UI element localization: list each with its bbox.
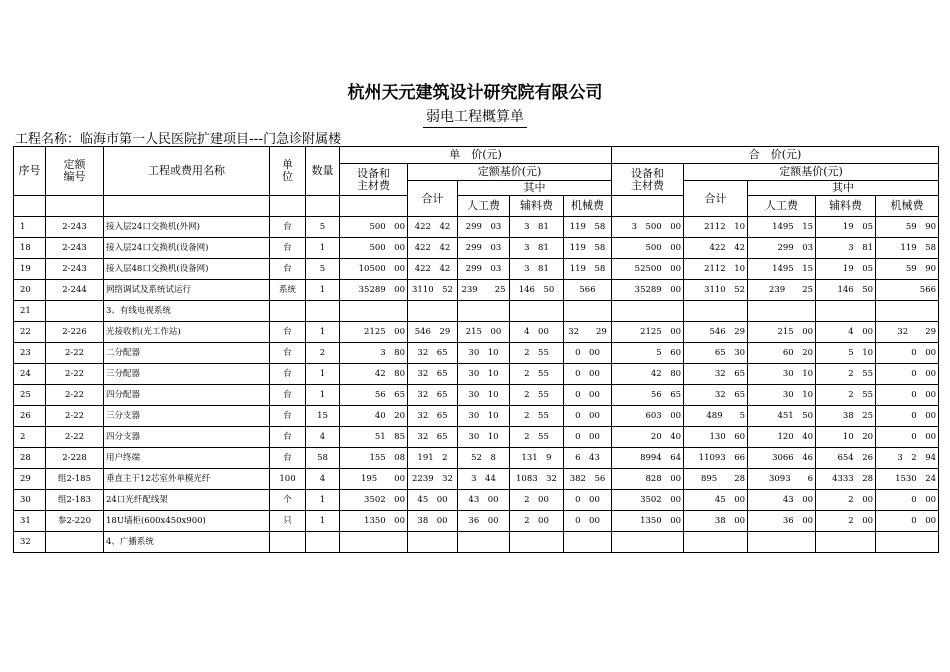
cell-total-machine: 0 00 — [876, 490, 939, 511]
header-t-subtotal: 合计 — [684, 181, 748, 217]
cell-total-aux: 4 00 — [816, 322, 876, 343]
cell-code: 2-22 — [46, 406, 104, 427]
cell-unit-equip: 500 00 — [340, 238, 408, 259]
cell-name: 网络调试及系统试运行 — [104, 280, 270, 301]
cell-unit-machine: 32 29 — [564, 322, 612, 343]
table-row — [14, 469, 939, 490]
cell-total-subtotal: 38 00 — [684, 511, 748, 532]
table-row — [14, 322, 939, 343]
company-title: 杭州天元建筑设计研究院有限公司 — [347, 83, 603, 103]
cell-total-labor: 120 40 — [748, 427, 816, 448]
cell-seq: 1 — [14, 217, 46, 238]
cell-unit-equip: 3502 00 — [340, 490, 408, 511]
cell-qty: 2 — [306, 343, 340, 364]
cell-unit-equip: 1350 00 — [340, 511, 408, 532]
cell-unit — [270, 301, 306, 322]
cell-unit: 台 — [270, 259, 306, 280]
cell-unit-labor: 43 00 — [458, 490, 510, 511]
cell-total-subtotal: 65 30 — [684, 343, 748, 364]
cell-unit-subtotal: 32 65 — [408, 343, 458, 364]
sheet-title — [0, 106, 950, 126]
cell-unit-machine: 0 00 — [564, 490, 612, 511]
cell-unit-subtotal: 38 00 — [408, 511, 458, 532]
cell-unit-machine: 6 43 — [564, 448, 612, 469]
cell-qty — [306, 301, 340, 322]
cell-total-aux — [816, 532, 876, 553]
cell-total-subtotal: 2112 10 — [684, 217, 748, 238]
cell-unit-labor: 52 8 — [458, 448, 510, 469]
sheet-title-text: 弱电工程概算单 — [423, 109, 527, 128]
cell-code: 参2-220 — [46, 511, 104, 532]
header-t-equip: 设备和 主材费 — [612, 164, 684, 196]
cell-unit-subtotal — [408, 532, 458, 553]
cell-total-subtotal: 546 29 — [684, 322, 748, 343]
header-u-among: 其中 — [458, 181, 612, 196]
cell-unit-machine: 0 00 — [564, 343, 612, 364]
section-row — [14, 532, 939, 553]
cell-total-labor: 36 00 — [748, 511, 816, 532]
cell-unit-equip — [340, 301, 408, 322]
cell-unit-equip: 500 00 — [340, 217, 408, 238]
cell-name: 接入层24口交换机(外网) — [104, 217, 270, 238]
cell-name: 接入层24口交换机(设备网) — [104, 238, 270, 259]
header-seq: 序号 — [14, 147, 46, 196]
cell-code: 2-243 — [46, 217, 104, 238]
cell-total-equip — [612, 532, 684, 553]
table-row — [14, 238, 939, 259]
cell-unit-machine: 0 00 — [564, 511, 612, 532]
header-qty-cont — [306, 196, 340, 217]
cell-unit: 个 — [270, 490, 306, 511]
cell-total-aux: 2 00 — [816, 511, 876, 532]
cell-seq: 18 — [14, 238, 46, 259]
cell-seq: 23 — [14, 343, 46, 364]
cell-total-machine: 0 00 — [876, 343, 939, 364]
cell-unit-subtotal: 3110 52 — [408, 280, 458, 301]
cell-total-equip: 56 65 — [612, 385, 684, 406]
cell-total-labor: 30 10 — [748, 385, 816, 406]
cell-unit: 台 — [270, 448, 306, 469]
header-t-equip-cont — [612, 196, 684, 217]
cell-unit: 台 — [270, 343, 306, 364]
cell-name: 24口光纤配线架 — [104, 490, 270, 511]
cell-total-machine: 566 — [876, 280, 939, 301]
cell-unit-equip: 2125 00 — [340, 322, 408, 343]
cell-total-machine: 32 29 — [876, 322, 939, 343]
cell-unit: 只 — [270, 511, 306, 532]
cell-unit-subtotal: 546 29 — [408, 322, 458, 343]
cell-name: 18U墙柜(600x450x900) — [104, 511, 270, 532]
cell-unit-aux: 2 55 — [510, 343, 564, 364]
cell-total-labor: 239 25 — [748, 280, 816, 301]
cell-name: 用户终端 — [104, 448, 270, 469]
cell-unit: 台 — [270, 406, 306, 427]
cell-unit-labor: 215 00 — [458, 322, 510, 343]
cell-unit-subtotal: 2239 32 — [408, 469, 458, 490]
cell-unit-equip: 195 00 — [340, 469, 408, 490]
cell-unit-labor: 36 00 — [458, 511, 510, 532]
cell-unit: 台 — [270, 364, 306, 385]
cell-unit-aux: 3 81 — [510, 238, 564, 259]
header-unit: 单 位 — [270, 147, 306, 196]
header-item-name: 工程或费用名称 — [104, 147, 270, 196]
cell-unit-labor: 239 25 — [458, 280, 510, 301]
cell-total-machine: 0 00 — [876, 406, 939, 427]
cell-unit-subtotal: 422 42 — [408, 238, 458, 259]
cell-name: 三分支器 — [104, 406, 270, 427]
cell-seq: 29 — [14, 469, 46, 490]
cell-qty: 15 — [306, 406, 340, 427]
cell-total-labor: 3066 46 — [748, 448, 816, 469]
cell-unit-labor: 30 10 — [458, 364, 510, 385]
cell-unit-equip: 51 85 — [340, 427, 408, 448]
cell-name: 四分配器 — [104, 385, 270, 406]
cell-total-equip: 828 00 — [612, 469, 684, 490]
table-row — [14, 511, 939, 532]
cell-unit-subtotal: 32 65 — [408, 427, 458, 448]
cell-total-equip: 35289 00 — [612, 280, 684, 301]
header-seq-cont — [14, 196, 46, 217]
cell-code: 2-243 — [46, 259, 104, 280]
cell-total-equip: 42 80 — [612, 364, 684, 385]
header-t-aux: 辅料费 — [816, 196, 876, 217]
cell-total-subtotal: 45 00 — [684, 490, 748, 511]
header-u-subtotal: 合计 — [408, 181, 458, 217]
cell-unit-machine: 566 — [564, 280, 612, 301]
cell-unit — [270, 532, 306, 553]
cell-name: 三分配器 — [104, 364, 270, 385]
cell-total-machine: 0 00 — [876, 364, 939, 385]
cell-total-labor: 1495 15 — [748, 259, 816, 280]
cell-unit-aux: 2 55 — [510, 427, 564, 448]
cell-total-aux: 2 55 — [816, 364, 876, 385]
cell-total-machine: 59 90 — [876, 217, 939, 238]
cell-code — [46, 532, 104, 553]
cell-seq: 32 — [14, 532, 46, 553]
cell-qty: 5 — [306, 259, 340, 280]
cell-name: 垂直主干12芯室外单模光纤 — [104, 469, 270, 490]
cell-code: 2-22 — [46, 385, 104, 406]
cell-unit-machine: 119 58 — [564, 238, 612, 259]
cell-total-subtotal: 3110 52 — [684, 280, 748, 301]
cell-name: 4、广播系统 — [104, 532, 270, 553]
cell-total-equip: 20 40 — [612, 427, 684, 448]
header-name-cont — [104, 196, 270, 217]
cell-qty: 1 — [306, 511, 340, 532]
table-row — [14, 343, 939, 364]
header-quota-cont — [46, 196, 104, 217]
cell-unit-labor: 30 10 — [458, 343, 510, 364]
header-quota-no: 定额 编号 — [46, 147, 104, 196]
cell-unit-aux: 2 55 — [510, 406, 564, 427]
cell-unit-subtotal: 32 65 — [408, 385, 458, 406]
cell-unit-machine: 119 58 — [564, 259, 612, 280]
cell-unit-labor — [458, 532, 510, 553]
cell-unit-subtotal — [408, 301, 458, 322]
table-row — [14, 427, 939, 448]
cell-total-equip: 603 00 — [612, 406, 684, 427]
cell-total-equip: 500 00 — [612, 238, 684, 259]
estimate-table — [13, 146, 939, 553]
cell-total-equip: 2125 00 — [612, 322, 684, 343]
cell-code — [46, 301, 104, 322]
header-row-4 — [14, 196, 939, 217]
cell-total-equip: 3502 00 — [612, 490, 684, 511]
cell-unit: 台 — [270, 217, 306, 238]
cell-total-labor: 299 03 — [748, 238, 816, 259]
cell-qty: 5 — [306, 217, 340, 238]
header-u-aux: 辅料费 — [510, 196, 564, 217]
cell-total-equip: 1350 00 — [612, 511, 684, 532]
cell-unit-machine: 0 00 — [564, 406, 612, 427]
cell-unit: 100 — [270, 469, 306, 490]
cell-unit-labor: 299 03 — [458, 238, 510, 259]
cell-total-subtotal: 422 42 — [684, 238, 748, 259]
header-unit-price: 单 价(元) — [340, 147, 612, 164]
cell-unit-aux: 2 55 — [510, 385, 564, 406]
cell-total-labor: 451 50 — [748, 406, 816, 427]
cell-total-machine: 0 00 — [876, 385, 939, 406]
cell-seq: 31 — [14, 511, 46, 532]
section-row — [14, 301, 939, 322]
cell-unit-subtotal: 32 65 — [408, 406, 458, 427]
header-unit-cont — [270, 196, 306, 217]
cell-unit-subtotal: 45 00 — [408, 490, 458, 511]
cell-seq: 19 — [14, 259, 46, 280]
cell-unit-labor: 30 10 — [458, 427, 510, 448]
cell-code: 2-228 — [46, 448, 104, 469]
cell-total-labor — [748, 301, 816, 322]
cell-unit-equip: 40 20 — [340, 406, 408, 427]
cell-total-aux: 654 26 — [816, 448, 876, 469]
cell-unit-aux: 4 00 — [510, 322, 564, 343]
cell-qty: 4 — [306, 469, 340, 490]
table-row — [14, 448, 939, 469]
cell-unit-machine: 0 00 — [564, 385, 612, 406]
cell-code: 2-22 — [46, 364, 104, 385]
table-row — [14, 217, 939, 238]
cell-total-subtotal — [684, 532, 748, 553]
cell-total-labor: 60 20 — [748, 343, 816, 364]
cell-unit-subtotal: 422 42 — [408, 259, 458, 280]
cell-total-subtotal: 895 28 — [684, 469, 748, 490]
cell-name: 3、有线电视系统 — [104, 301, 270, 322]
cell-total-equip: 3 500 00 — [612, 217, 684, 238]
cell-unit-subtotal: 191 2 — [408, 448, 458, 469]
cell-unit-labor: 30 10 — [458, 406, 510, 427]
cell-unit: 系统 — [270, 280, 306, 301]
header-t-machine: 机械费 — [876, 196, 939, 217]
cell-total-equip — [612, 301, 684, 322]
cell-total-labor — [748, 532, 816, 553]
cell-code: 组2-185 — [46, 469, 104, 490]
header-t-among: 其中 — [748, 181, 939, 196]
header-u-machine: 机械费 — [564, 196, 612, 217]
cell-unit-subtotal: 422 42 — [408, 217, 458, 238]
cell-unit-labor: 299 03 — [458, 259, 510, 280]
cell-unit-machine: 382 56 — [564, 469, 612, 490]
cell-total-aux: 146 50 — [816, 280, 876, 301]
cell-total-machine — [876, 301, 939, 322]
cell-qty: 58 — [306, 448, 340, 469]
cell-code: 组2-183 — [46, 490, 104, 511]
cell-unit-aux: 131 9 — [510, 448, 564, 469]
cell-unit-machine: 0 00 — [564, 427, 612, 448]
cell-seq: 30 — [14, 490, 46, 511]
cell-total-subtotal: 130 60 — [684, 427, 748, 448]
header-u-equip: 设备和 主材费 — [340, 164, 408, 196]
header-qty: 数量 — [306, 147, 340, 196]
cell-unit-equip: 155 08 — [340, 448, 408, 469]
cell-total-machine: 3 2 94 — [876, 448, 939, 469]
cell-unit-subtotal: 32 65 — [408, 364, 458, 385]
cell-unit-aux: 2 00 — [510, 511, 564, 532]
cell-total-aux: 10 20 — [816, 427, 876, 448]
cell-total-subtotal — [684, 301, 748, 322]
cell-seq: 24 — [14, 364, 46, 385]
cell-unit-equip: 35289 00 — [340, 280, 408, 301]
cell-seq: 26 — [14, 406, 46, 427]
cell-total-equip: 52500 00 — [612, 259, 684, 280]
cell-unit-machine — [564, 301, 612, 322]
cell-unit-aux: 2 55 — [510, 364, 564, 385]
cell-seq: 22 — [14, 322, 46, 343]
cell-name: 光接收机(光工作站) — [104, 322, 270, 343]
header-t-labor: 人工费 — [748, 196, 816, 217]
cell-seq: 20 — [14, 280, 46, 301]
cell-total-aux: 19 05 — [816, 259, 876, 280]
cell-total-subtotal: 32 65 — [684, 385, 748, 406]
cell-unit-aux — [510, 301, 564, 322]
cell-code: 2-226 — [46, 322, 104, 343]
table-row — [14, 364, 939, 385]
header-total-price: 合 价(元) — [612, 147, 939, 164]
cell-unit-machine: 0 00 — [564, 364, 612, 385]
cell-qty — [306, 532, 340, 553]
cell-qty: 1 — [306, 490, 340, 511]
cell-total-aux: 2 55 — [816, 385, 876, 406]
cell-total-labor: 1495 15 — [748, 217, 816, 238]
table-row — [14, 490, 939, 511]
cell-unit-labor: 30 10 — [458, 385, 510, 406]
cell-qty: 1 — [306, 364, 340, 385]
cell-total-aux: 4333 28 — [816, 469, 876, 490]
cell-code: 2-22 — [46, 427, 104, 448]
header-u-labor: 人工费 — [458, 196, 510, 217]
cell-total-aux: 38 25 — [816, 406, 876, 427]
cell-unit-equip: 42 80 — [340, 364, 408, 385]
cell-unit-aux — [510, 532, 564, 553]
cell-code: 2-244 — [46, 280, 104, 301]
cell-unit-equip — [340, 532, 408, 553]
header-t-quota-base: 定额基价(元) — [684, 164, 939, 181]
table-row — [14, 406, 939, 427]
header-row-1 — [14, 147, 939, 164]
table-row — [14, 385, 939, 406]
cell-total-aux — [816, 301, 876, 322]
cell-code: 2-243 — [46, 238, 104, 259]
cell-unit: 台 — [270, 427, 306, 448]
cell-qty: 1 — [306, 322, 340, 343]
cell-total-aux: 19 05 — [816, 217, 876, 238]
cell-unit: 台 — [270, 385, 306, 406]
cell-name: 四分支器 — [104, 427, 270, 448]
cell-code: 2-22 — [46, 343, 104, 364]
cell-unit: 台 — [270, 322, 306, 343]
cell-seq: 28 — [14, 448, 46, 469]
cell-total-equip: 8994 64 — [612, 448, 684, 469]
cell-unit-labor: 299 03 — [458, 217, 510, 238]
cell-unit-equip: 10500 00 — [340, 259, 408, 280]
project-name: 工程名称：临海市第一人民医院扩建项目---门急诊附属楼 — [15, 132, 342, 147]
cell-unit-aux: 2 00 — [510, 490, 564, 511]
cell-qty: 4 — [306, 427, 340, 448]
cell-total-machine: 0 00 — [876, 427, 939, 448]
cell-unit-aux: 146 50 — [510, 280, 564, 301]
cell-unit-machine — [564, 532, 612, 553]
cell-total-subtotal: 2112 10 — [684, 259, 748, 280]
cell-unit-labor: 3 44 — [458, 469, 510, 490]
cell-unit-aux: 3 81 — [510, 259, 564, 280]
cell-total-machine: 0 00 — [876, 511, 939, 532]
table-row — [14, 259, 939, 280]
cell-total-machine: 119 58 — [876, 238, 939, 259]
cell-qty: 1 — [306, 280, 340, 301]
cell-total-subtotal: 32 65 — [684, 364, 748, 385]
cell-total-machine — [876, 532, 939, 553]
cell-unit-equip: 56 65 — [340, 385, 408, 406]
cell-seq: 25 — [14, 385, 46, 406]
cell-seq: 21 — [14, 301, 46, 322]
cell-total-machine: 59 90 — [876, 259, 939, 280]
cell-total-equip: 5 60 — [612, 343, 684, 364]
cell-total-labor: 43 00 — [748, 490, 816, 511]
cell-unit-aux: 3 81 — [510, 217, 564, 238]
table-row — [14, 280, 939, 301]
cell-unit-machine: 119 58 — [564, 217, 612, 238]
cell-name: 二分配器 — [104, 343, 270, 364]
cell-total-aux: 2 00 — [816, 490, 876, 511]
cell-unit-equip: 3 80 — [340, 343, 408, 364]
cell-unit-aux: 1083 32 — [510, 469, 564, 490]
cell-total-machine: 1530 24 — [876, 469, 939, 490]
cell-total-labor: 3093 6 — [748, 469, 816, 490]
cell-qty: 1 — [306, 385, 340, 406]
cell-name: 接入层48口交换机(设备网) — [104, 259, 270, 280]
header-u-quota-base: 定额基价(元) — [408, 164, 612, 181]
cell-total-aux: 3 81 — [816, 238, 876, 259]
cell-qty: 1 — [306, 238, 340, 259]
cell-seq: 2 — [14, 427, 46, 448]
cell-total-subtotal: 11093 66 — [684, 448, 748, 469]
cell-total-subtotal: 489 5 — [684, 406, 748, 427]
cell-unit-labor — [458, 301, 510, 322]
cell-total-aux: 5 10 — [816, 343, 876, 364]
header-u-equip-cont — [340, 196, 408, 217]
cell-total-labor: 215 00 — [748, 322, 816, 343]
cell-unit: 台 — [270, 238, 306, 259]
cell-total-labor: 30 10 — [748, 364, 816, 385]
